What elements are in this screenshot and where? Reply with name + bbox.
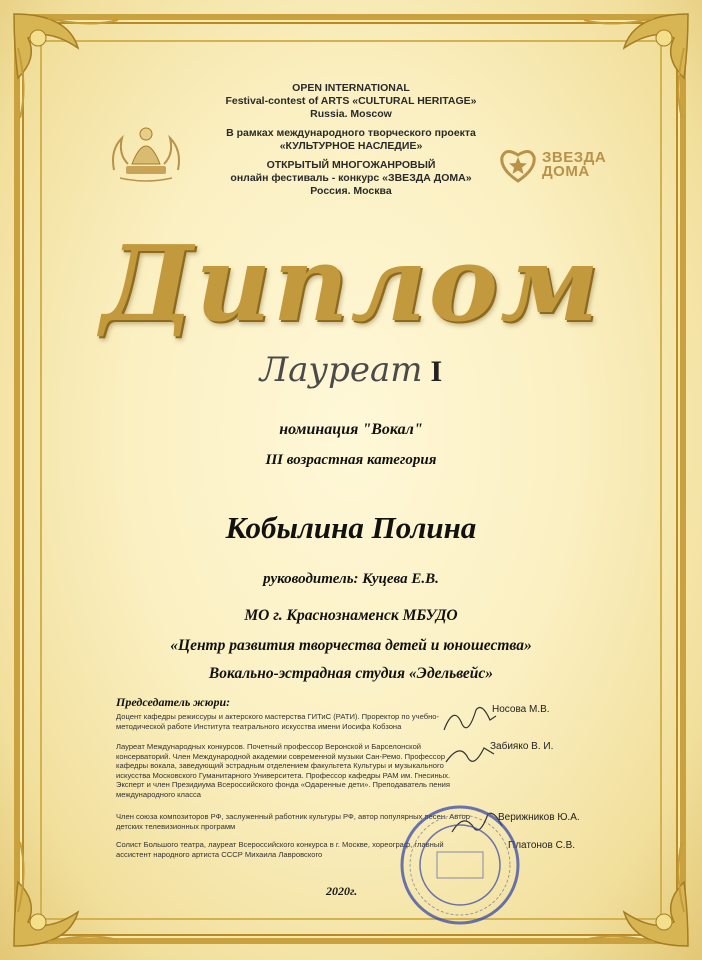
header-line: «КУЛЬТУРНОЕ НАСЛЕДИЕ» [279, 140, 423, 152]
cultural-heritage-logo-icon [100, 120, 192, 186]
signature-icon [440, 700, 500, 740]
participant-name: Кобылина Полина [225, 510, 477, 545]
header-line: Russia. Moscow [310, 108, 392, 120]
leader: руководитель: Куцева Е.В. [263, 571, 439, 587]
jury-member-description: Доцент кафедры режиссуры и актерского мастерства ГИТиС (РАТИ). Проректор по учебно-методической работе Института театрального искусства имени Иосифа Кобзона [116, 712, 440, 731]
jury-member-description: Член союза композиторов РФ, заслуженный работник культуры РФ, автор популярных песен. Автор детских телевизионных программ [116, 812, 471, 831]
jury-heading: Председатель жюри: [116, 695, 231, 709]
signature-icon [440, 740, 500, 770]
heart-star-icon [498, 145, 538, 185]
nomination: номинация "Вокал" [279, 421, 423, 438]
jury-member-name: Платонов С.В. [508, 840, 576, 851]
festival-header [180, 82, 522, 198]
laureate-line [0, 350, 702, 390]
jury-member-name: Верижников Ю.А. [498, 812, 580, 823]
organization-line: МО г. Краснознаменск МБУДО [244, 607, 458, 624]
logo-word: ЗВЕЗДА [542, 149, 607, 166]
official-stamp-icon [395, 800, 525, 930]
header-line: В рамках международного творческого проекта [226, 127, 476, 139]
header-line: OPEN INTERNATIONAL [292, 82, 410, 94]
header-line: Россия. Москва [310, 185, 392, 197]
jury-member-description: Солист Большого театра, лауреат Всероссийского конкурса в г. Москве, хореограф, главный ассистент народного артиста СССР Михаила Лавровского [116, 840, 444, 859]
corner-ornament-icon [574, 8, 694, 128]
organization-line: «Центр развития творчества детей и юношества» [170, 637, 532, 654]
header-line: ОТКРЫТЫЙ МНОГОЖАНРОВЫЙ [266, 159, 436, 171]
jury-member-name: Носова М.В. [492, 704, 550, 715]
jury-member-description: Лауреат Международных конкурсов. Почетный профессор Веронской и Барселонской консерваторий. Член Международной академии современной музыки Сан-Ремо. Профессор кафедры вокала, заведующий эстрадным отделением факультета Культуры и музыкального искусства Московского Гуманитарного Университета. Профессор кафедры РАМ им. Гнесиных. Эксперт и член Президиума Всероссийского фонда «Одаренные дети». Преподаватель пения международного класса [116, 742, 451, 799]
corner-ornament-icon [8, 8, 128, 128]
corner-ornament-icon [8, 832, 128, 952]
year: 2020г. [326, 884, 358, 898]
corner-ornament-icon [574, 832, 694, 952]
header-line: Festival-contest of ARTS «CULTURAL HERITAGE» [225, 95, 477, 107]
laureate-label: Лауреат [259, 350, 423, 390]
logo-word: ДОМА [542, 163, 590, 180]
jury-member-name: Забияко В. И. [490, 741, 554, 752]
header-line: онлайн фестиваль - конкурс «ЗВЕЗДА ДОМА» [230, 172, 472, 184]
zvezda-doma-logo [498, 140, 618, 190]
diploma-title: Диплом [100, 222, 602, 345]
age-category: III возрастная категория [265, 452, 437, 468]
laureate-degree: I [430, 355, 443, 388]
organization-line: Вокально-эстрадная студия «Эдельвейс» [208, 665, 494, 682]
